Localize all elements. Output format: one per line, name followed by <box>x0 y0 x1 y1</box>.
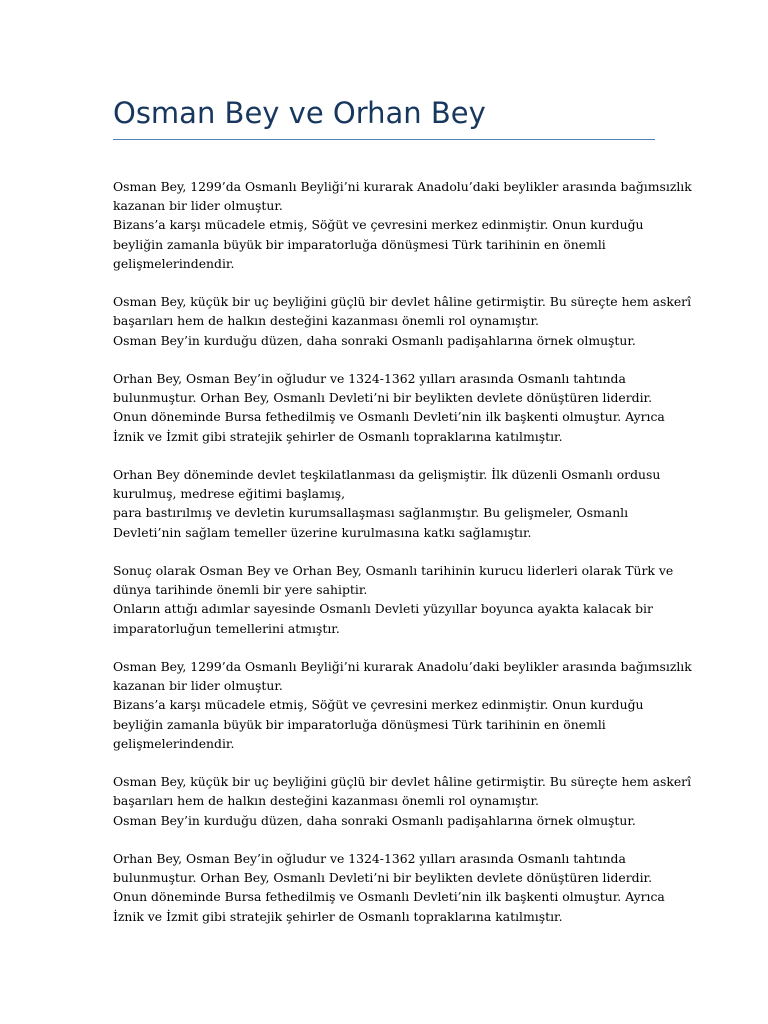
paragraph-line: Osman Bey’in kurduğu düzen, daha sonraki Osmanlı padişahlarına örnek olmuştur. <box>113 332 636 348</box>
paragraph-line: imparatorluğun temellerini atmıştır. <box>113 620 340 636</box>
paragraph-line: Osman Bey, 1299’da Osmanlı Beyliği’ni kurarak Anadolu’daki beylikler arasında bağımsızlık <box>113 659 692 674</box>
paragraph-line: Onun döneminde Bursa fethedilmiş ve Osmanlı Devleti’nin ilk başkenti olmuştur. Ayrıca <box>113 889 665 905</box>
paragraph <box>113 561 674 638</box>
paragraph-line: Orhan Bey, Osman Bey’in oğludur ve 1324-1362 yılları arasında Osmanlı tahtında <box>113 851 626 866</box>
paragraph-line: Osman Bey’in kurduğu düzen, daha sonraki Osmanlı padişahlarına örnek olmuştur. <box>113 812 636 828</box>
paragraph-line: İznik ve İzmit gibi stratejik şehirler de Osmanlı topraklarına katılmıştır. <box>113 908 563 924</box>
paragraph-line: Osman Bey, küçük bir uç beyliğini güçlü bir devlet hâline getirmiştir. Bu süreçte hem askerî <box>113 294 692 310</box>
paragraph-line: Onların attığı adımlar sayesinde Osmanlı Devleti yüzyıllar boyunca ayakta kalacak bir <box>113 601 653 617</box>
title-underline-rule <box>113 139 655 140</box>
paragraph-line: başarıları hem de halkın desteğini kazanması önemli rol oynamıştır. <box>113 793 539 809</box>
paragraph-line: Onun döneminde Bursa fethedilmiş ve Osmanlı Devleti’nin ilk başkenti olmuştur. Ayrıca <box>113 409 665 425</box>
paragraph-line: dünya tarihinde önemli bir yere sahiptir. <box>113 582 368 598</box>
paragraph <box>113 177 692 273</box>
paragraph <box>113 657 692 753</box>
paragraph-line: Bizans’a karşı mücadele etmiş, Söğüt ve çevresini merkez edinmiştir. Onun kurduğu <box>113 697 644 713</box>
paragraph-line: beyliğin zamanla büyük bir imparatorluğa dönüşmesi Türk tarihinin en önemli <box>113 236 606 252</box>
paragraph-line: kazanan bir lider olmuştur. <box>113 678 283 694</box>
paragraph-line: kazanan bir lider olmuştur. <box>113 198 283 214</box>
paragraph-line: bulunmuştur. Orhan Bey, Osmanlı Devleti’ni bir beylikten devlete dönüştüren liderdir. <box>113 390 653 406</box>
paragraph-line: gelişmelerindendir. <box>113 255 235 271</box>
paragraph <box>113 772 692 830</box>
paragraph-line: Orhan Bey döneminde devlet teşkilatlanması da gelişmiştir. İlk düzenli Osmanlı ordusu <box>113 467 661 482</box>
paragraph-line: kurulmuş, medrese eğitimi başlamış, <box>113 486 346 502</box>
paragraph-line: Bizans’a karşı mücadele etmiş, Söğüt ve çevresini merkez edinmiştir. Onun kurduğu <box>113 217 644 233</box>
document-title: Osman Bey ve Orhan Bey <box>113 96 486 130</box>
paragraph <box>113 849 665 926</box>
paragraph-line: başarıları hem de halkın desteğini kazanması önemli rol oynamıştır. <box>113 313 539 329</box>
paragraph-line: Orhan Bey, Osman Bey’in oğludur ve 1324-1362 yılları arasında Osmanlı tahtında <box>113 371 626 386</box>
paragraph-line: gelişmelerindendir. <box>113 735 235 751</box>
paragraph-line: beyliğin zamanla büyük bir imparatorluğa dönüşmesi Türk tarihinin en önemli <box>113 716 606 732</box>
paragraph-line: bulunmuştur. Orhan Bey, Osmanlı Devleti’ni bir beylikten devlete dönüştüren liderdir. <box>113 870 653 886</box>
paragraph <box>113 292 692 350</box>
paragraph-line: Osman Bey, küçük bir uç beyliğini güçlü bir devlet hâline getirmiştir. Bu süreçte hem askerî <box>113 774 692 790</box>
paragraph-line: para bastırılmış ve devletin kurumsallaşması sağlanmıştır. Bu gelişmeler, Osmanlı <box>113 505 629 521</box>
paragraph-line: İznik ve İzmit gibi stratejik şehirler de Osmanlı topraklarına katılmıştır. <box>113 428 563 444</box>
paragraph <box>113 369 665 446</box>
paragraph-line: Sonuç olarak Osman Bey ve Orhan Bey, Osmanlı tarihinin kurucu liderleri olarak Türk ve <box>113 563 674 578</box>
paragraph-line: Devleti’nin sağlam temeller üzerine kurulmasına katkı sağlamıştır. <box>113 524 532 540</box>
paragraph-line: Osman Bey, 1299’da Osmanlı Beyliği’ni kurarak Anadolu’daki beylikler arasında bağımsızlık <box>113 179 692 194</box>
document-body <box>113 177 692 945</box>
paragraph <box>113 465 661 542</box>
